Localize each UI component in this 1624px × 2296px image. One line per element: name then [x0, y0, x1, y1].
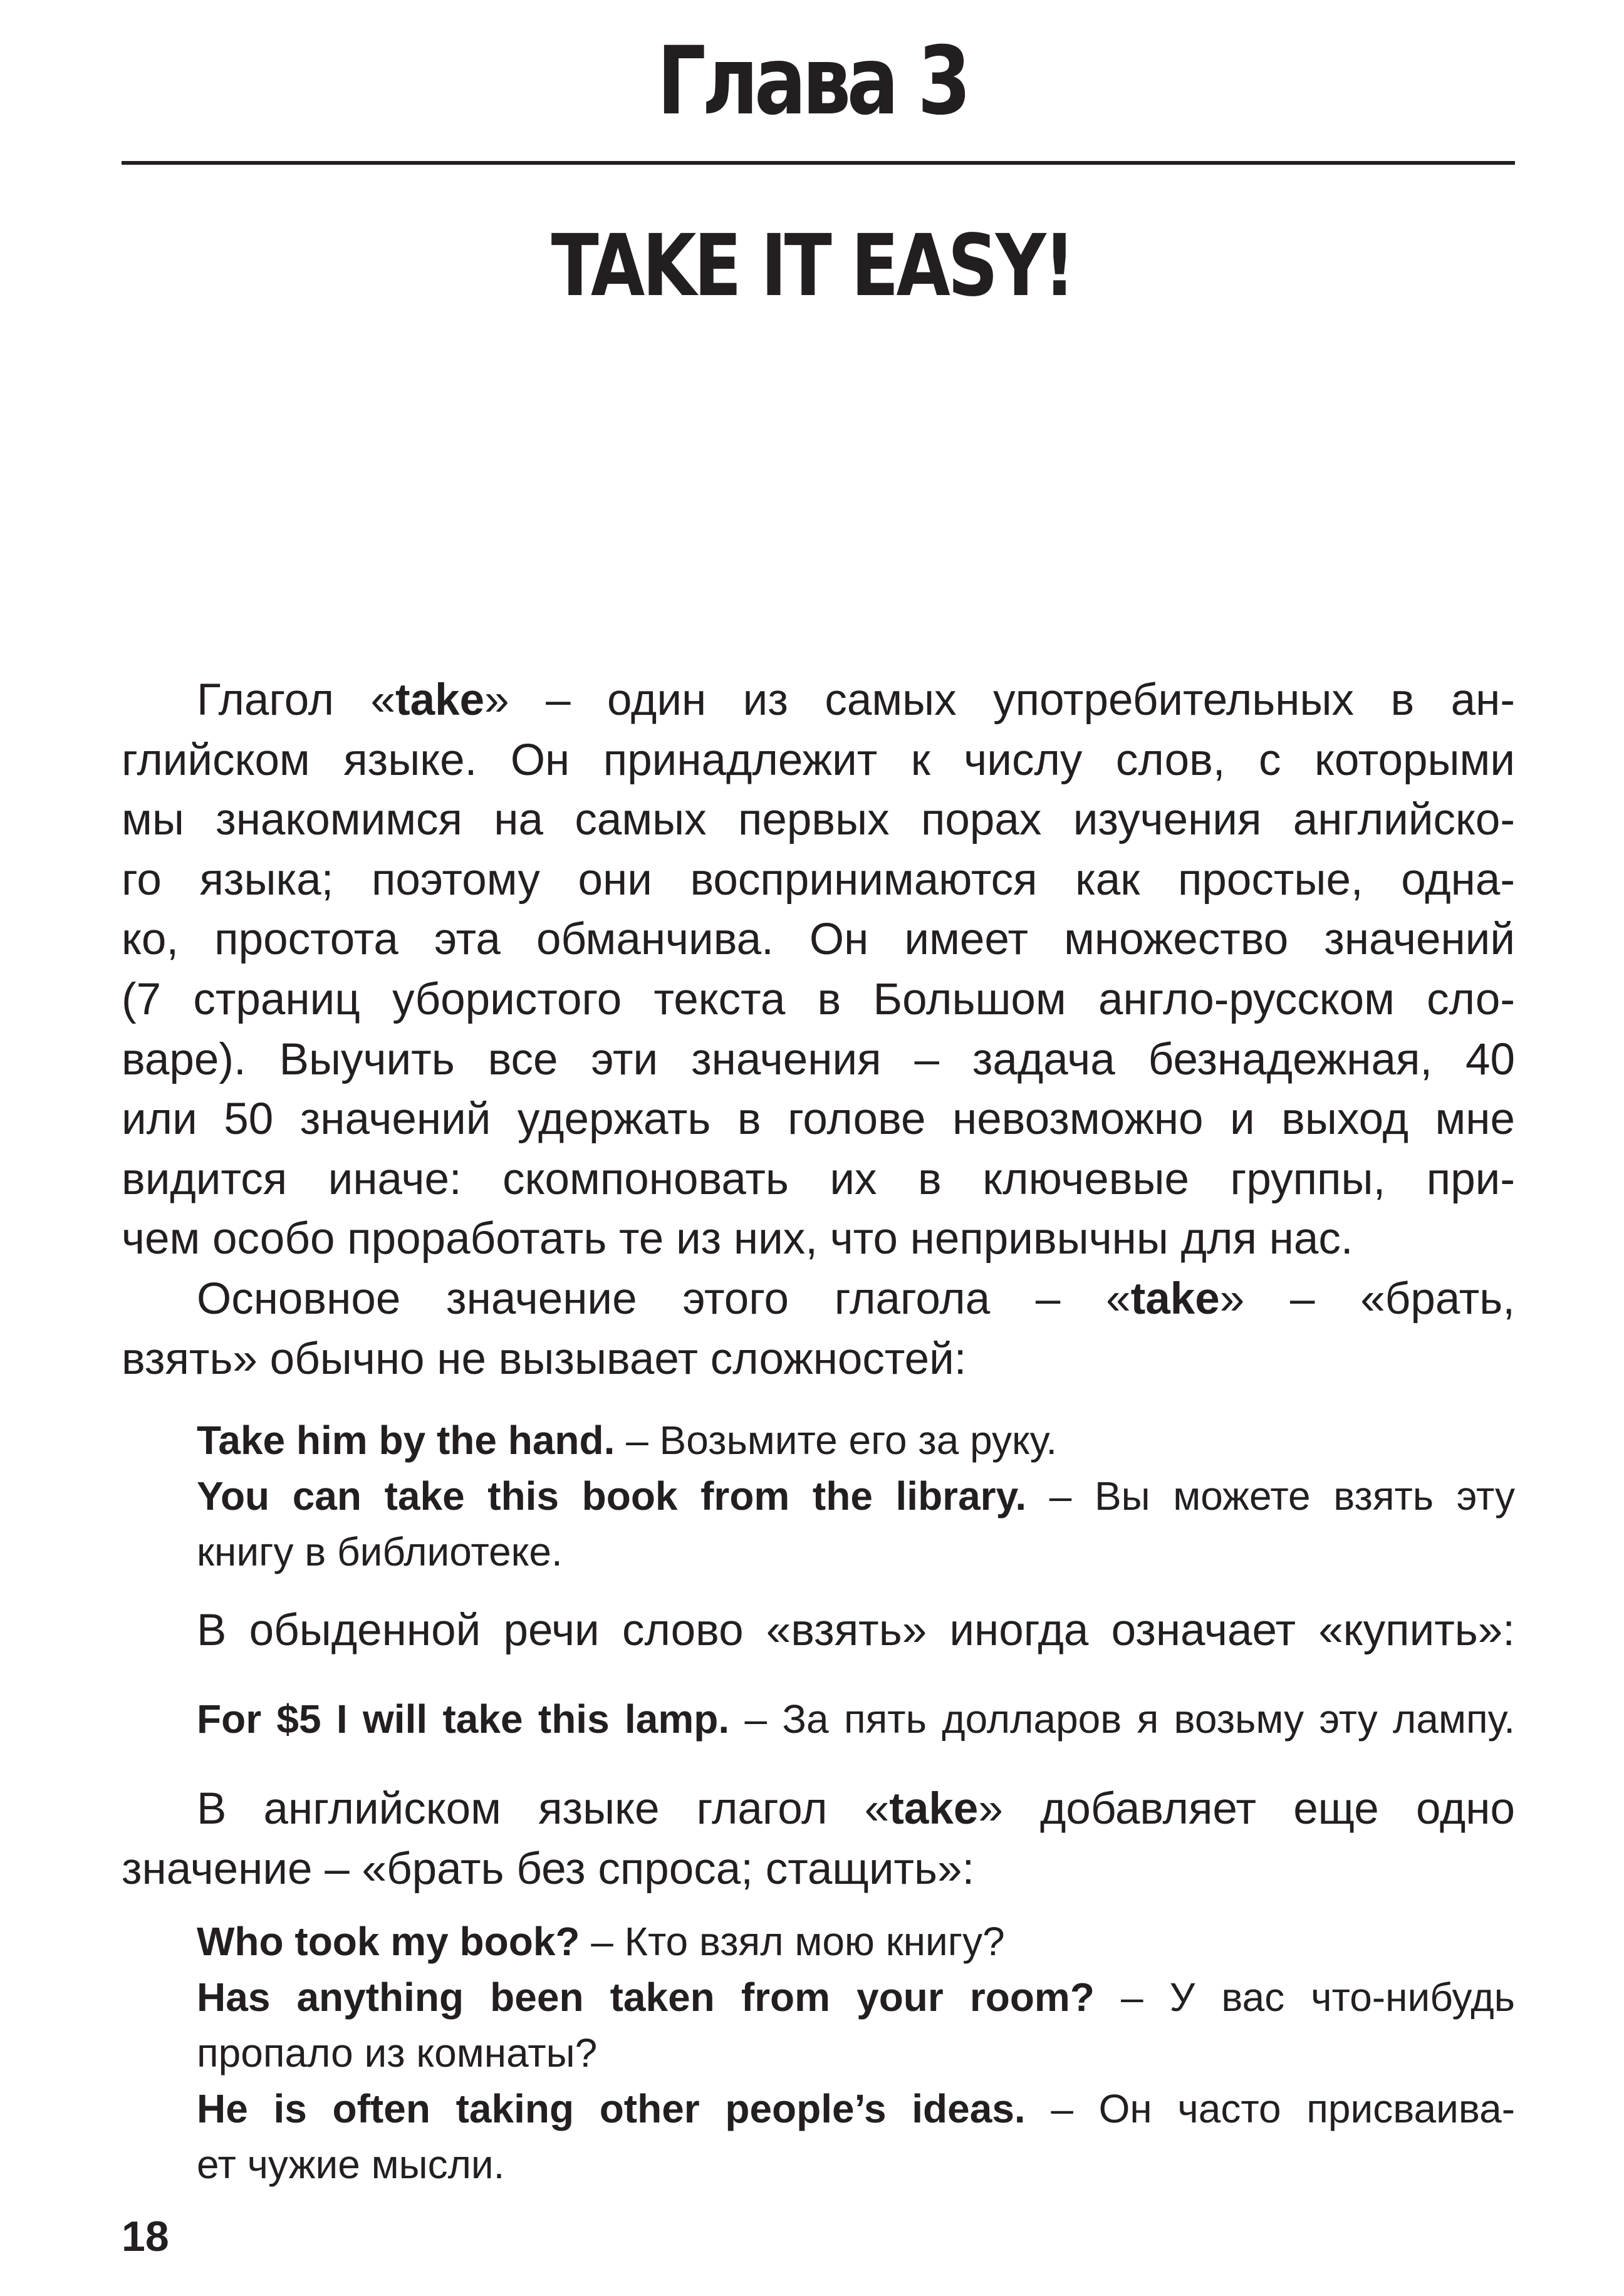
main-meaning-line: Основное значение этого глагола – «take» – «брать, — [197, 1274, 1515, 1324]
chapter-title: TAKE IT EASY! — [551, 217, 1073, 316]
buy-meaning-line: В обыденной речи слово «взять» иногда означает «купить»: — [197, 1606, 1515, 1655]
intro-line: (7 страниц убористого текста в Большом англо-русском сло- — [122, 974, 1515, 1024]
example-line: книгу в библиотеке. — [197, 1529, 563, 1574]
steal-meaning-paragraph — [122, 1779, 1515, 1899]
example-line: Has anything been taken from your room? – У вас что-нибудь — [197, 1975, 1516, 2020]
intro-line: мы знакомимся на самых первых порах изучения английско- — [122, 795, 1515, 845]
example-line: For $5 I will take this lamp. – За пять долларов я возьму эту лампу. — [197, 1696, 1516, 1742]
example-line: You can take this book from the library. – Вы можете взять эту — [197, 1473, 1516, 1519]
intro-line: ко, простота эта обманчива. Он имеет множество значений — [122, 915, 1515, 965]
intro-line: варе). Выучить все эти значения – задача безнадежная, 40 — [122, 1034, 1515, 1084]
steal-meaning-line: значение – «брать без спроса; стащить»: — [122, 1844, 975, 1894]
example-line: ет чужие мысли. — [197, 2142, 505, 2187]
example-line: He is often taking other people’s ideas. – Он часто присваива- — [197, 2086, 1516, 2131]
example-line: Who took my book? – Кто взял мою книгу? — [197, 1919, 1005, 1964]
steal-meaning-line: В английском языке глагол «take» добавляет еще одно — [197, 1784, 1515, 1834]
examples-take-buy — [197, 1691, 1515, 1747]
intro-line: глийском языке. Он принадлежит к числу слов, с которыми — [122, 735, 1515, 785]
chapter-heading: Глава 3 — [657, 27, 967, 136]
intro-line: видится иначе: скомпоновать их в ключевые группы, при- — [122, 1154, 1515, 1204]
intro-line: Глагол «take» – один из самых употребительных в ан- — [197, 675, 1515, 725]
examples-take-steal — [197, 1914, 1515, 2193]
intro-line: чем особо проработать те из них, что непривычны для нас. — [122, 1214, 1353, 1264]
page-number: 18 — [122, 2213, 169, 2260]
examples-take-basic — [197, 1413, 1515, 1580]
example-line: пропало из комнаты? — [197, 2030, 598, 2075]
intro-line: или 50 значений удержать в голове невозможно и выход мне — [122, 1094, 1515, 1145]
buy-meaning-paragraph — [197, 1601, 1515, 1661]
main-meaning-paragraph — [122, 1269, 1515, 1389]
intro-paragraph — [122, 670, 1515, 1269]
example-line: Take him by the hand. – Возьмите его за руку. — [197, 1418, 1058, 1463]
main-meaning-line: взять» обычно не вызывает сложностей: — [122, 1334, 967, 1384]
intro-line: го языка; поэтому они воспринимаются как простые, одна- — [122, 855, 1515, 905]
heading-divider — [122, 161, 1515, 165]
